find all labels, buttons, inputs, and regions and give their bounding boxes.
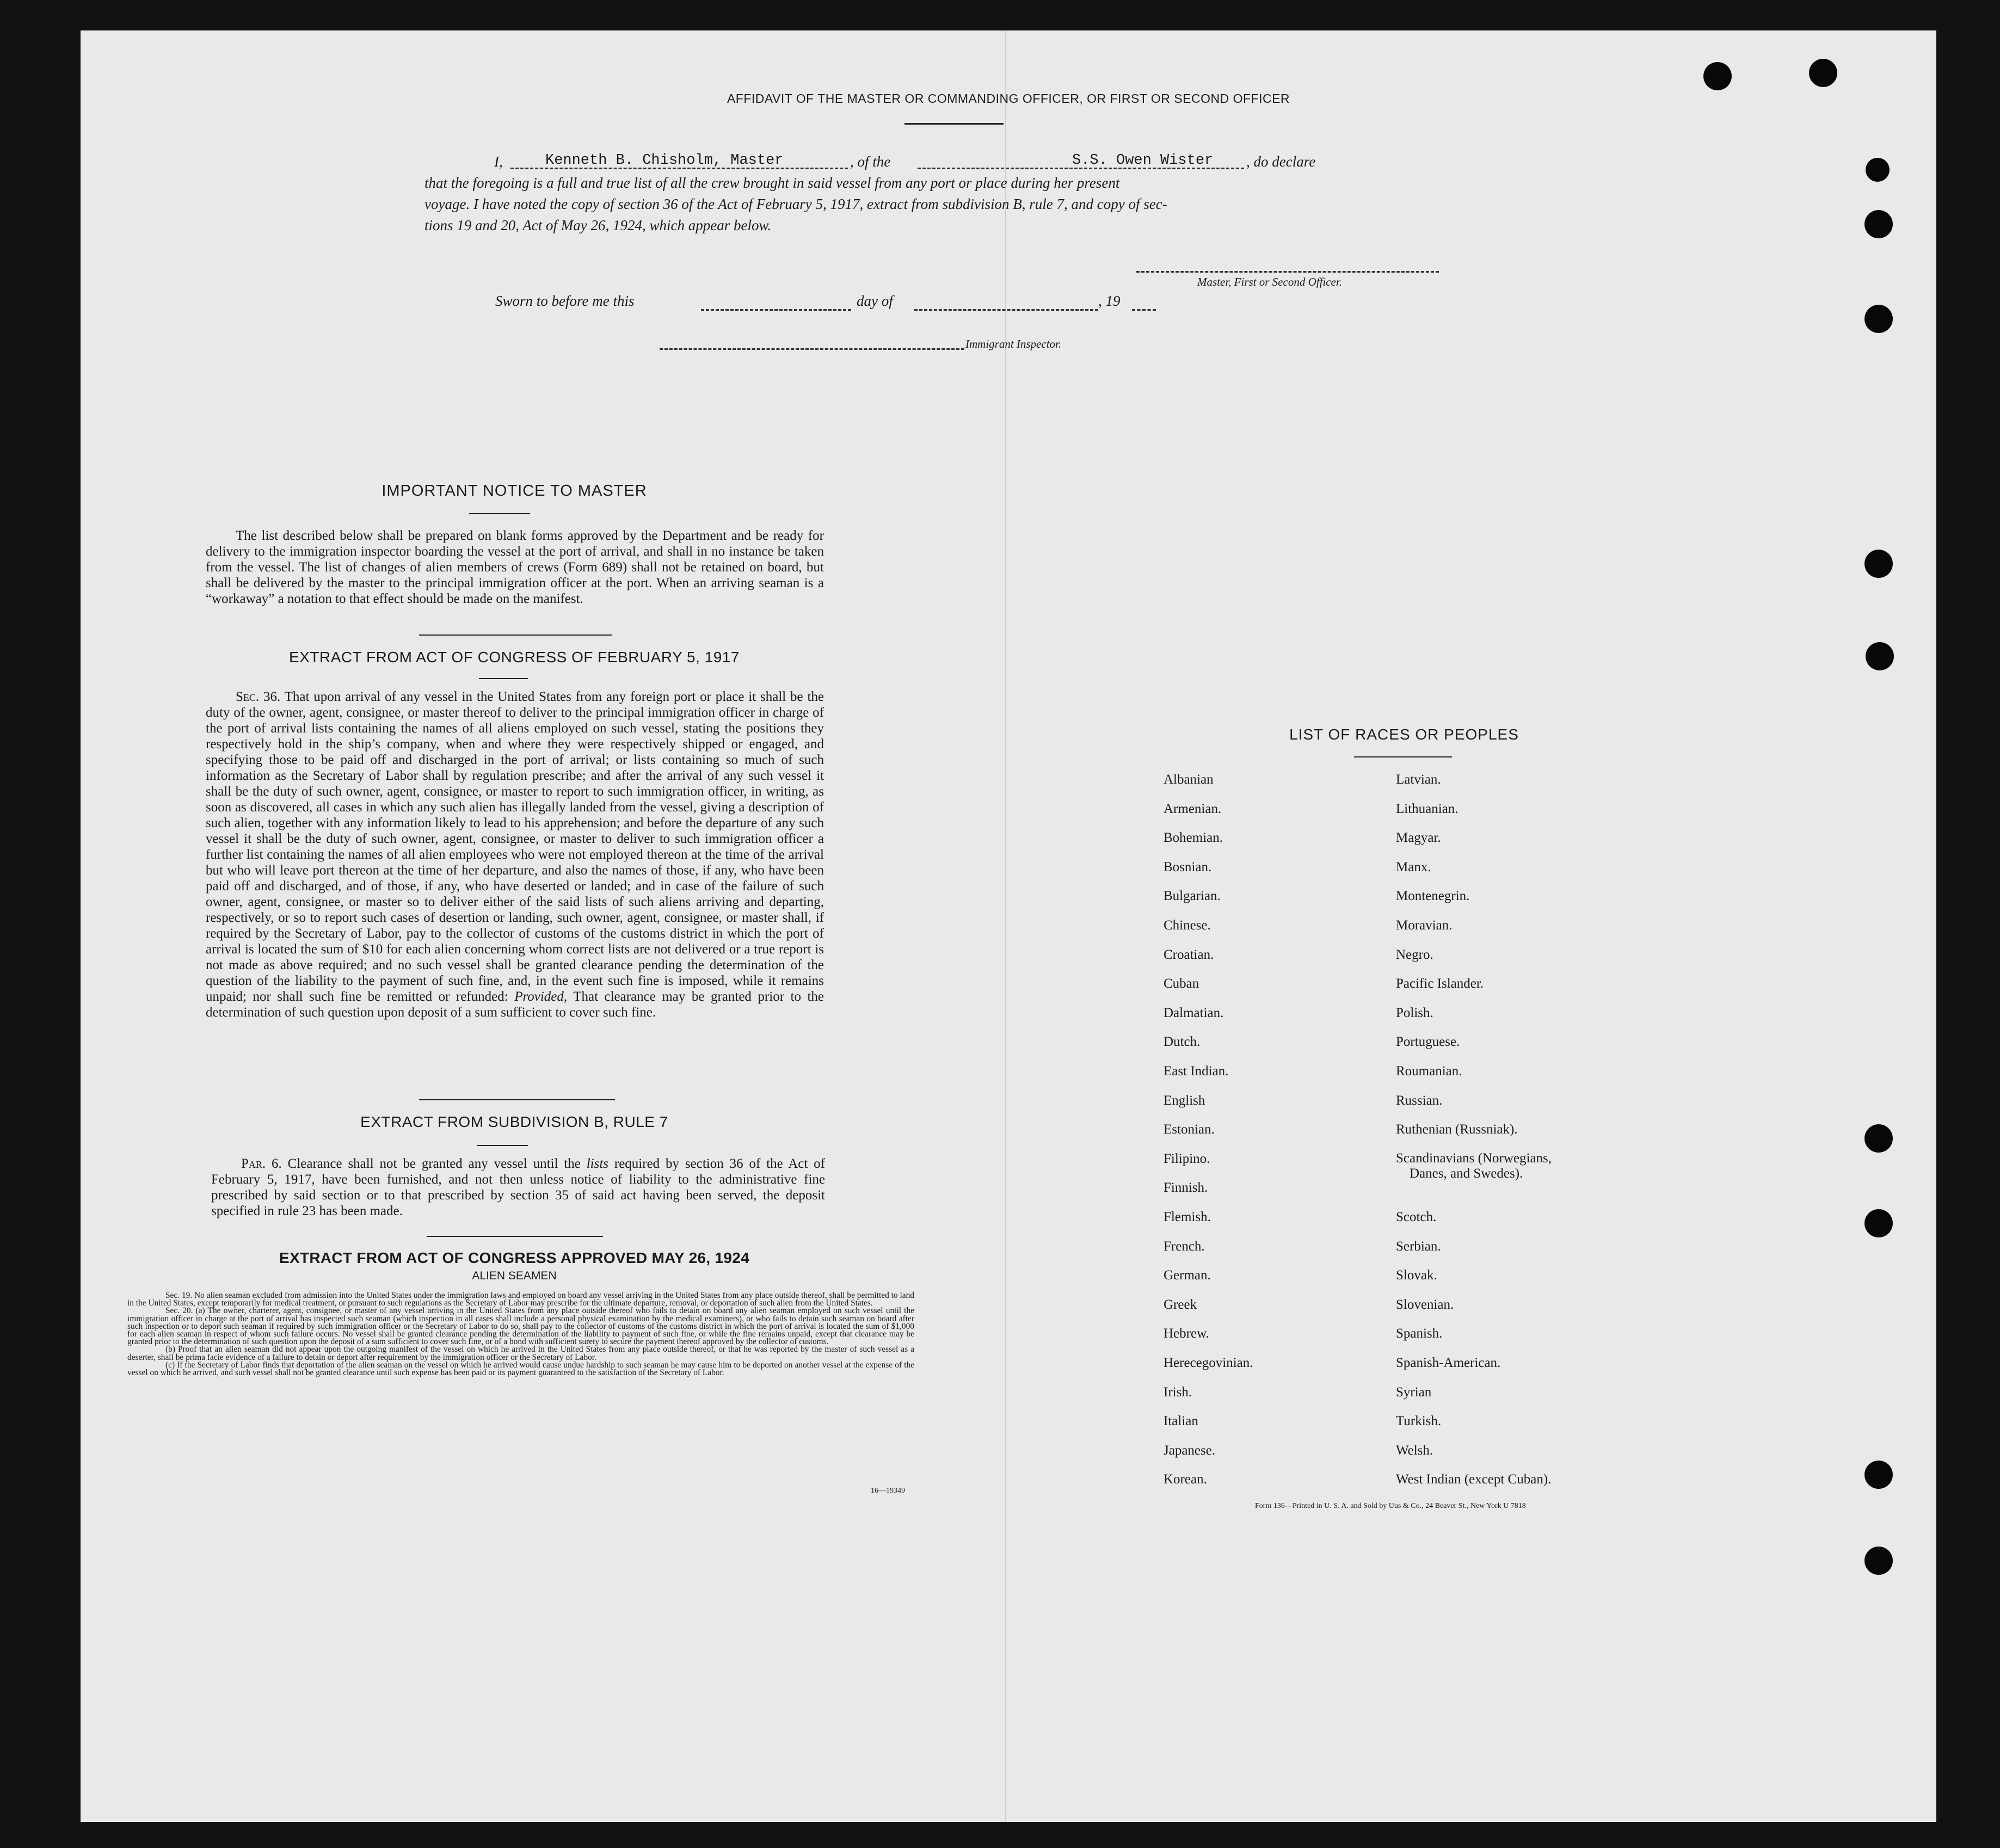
race-item: Finnish. <box>1164 1180 1208 1195</box>
races-heading-rule <box>1354 756 1452 757</box>
extract-1917-heading-rule <box>479 678 528 679</box>
punch-hole <box>1809 59 1837 87</box>
race-item: Cuban <box>1164 976 1199 991</box>
day-field-line <box>701 309 851 311</box>
race-item: Bohemian. <box>1164 830 1223 845</box>
inspector-caption: Immigrant Inspector. <box>965 337 1062 350</box>
notice-text: The list described below shall be prepared on blank forms approved by the Department and be ready for delivery to the immigration inspector boarding the vessel at the port of arrival, and shall in no instance be taken from the vessel. The list of changes of alien members of crews (Form 689) shall not be retained on board, but shall be delivered by the master to the principal immigration officer at the port. When an arriving seaman is a “workaway” a notation to that effect should be made on the manifest. <box>206 528 824 606</box>
notice-heading: IMPORTANT NOTICE TO MASTER <box>381 482 647 500</box>
extract-1924-heading: EXTRACT FROM ACT OF CONGRESS APPROVED MAY 26, 1924 <box>279 1249 749 1266</box>
race-item: Korean. <box>1164 1472 1207 1487</box>
race-item: Croatian. <box>1164 947 1214 962</box>
sworn-label: Sworn to before me this <box>495 293 635 309</box>
affidavit-line4: tions 19 and 20, Act of May 26, 1924, which appear below. <box>424 217 772 233</box>
race-item: Scandinavians (Norwegians, Danes, and Swedes). <box>1396 1151 1552 1181</box>
race-item: Russian. <box>1396 1093 1443 1108</box>
pronoun-i: I, <box>494 153 503 170</box>
race-item: Spanish. <box>1396 1326 1443 1341</box>
signature-line <box>1136 271 1439 273</box>
race-item: Armenian. <box>1164 802 1222 816</box>
rule-7-heading-rule <box>477 1145 528 1146</box>
race-item: West Indian (except Cuban). <box>1396 1472 1552 1487</box>
year-label: , 19 <box>1098 293 1121 309</box>
race-item: Welsh. <box>1396 1443 1433 1458</box>
affidavit-line3: voyage. I have noted the copy of section 36 of the Act of February 5, 1917, extract from subdivision B, rule 7, and copy of sec- <box>424 196 1167 212</box>
race-item: Herecegovinian. <box>1164 1356 1253 1370</box>
month-field-line <box>914 309 1098 311</box>
punch-hole <box>1866 158 1890 182</box>
race-item: Irish. <box>1164 1385 1192 1400</box>
form-code: 16—19349 <box>871 1487 905 1495</box>
notice-section <box>206 528 824 607</box>
race-item: Syrian <box>1396 1385 1432 1400</box>
race-item: Polish. <box>1396 1006 1433 1020</box>
race-item: Bulgarian. <box>1164 889 1221 903</box>
race-item: Negro. <box>1396 947 1433 962</box>
affidavit-line1 <box>424 151 1469 173</box>
punch-hole <box>1703 62 1732 90</box>
race-item: Slovak. <box>1396 1268 1437 1283</box>
punch-hole <box>1864 305 1893 333</box>
race-item: Filipino. <box>1164 1151 1210 1166</box>
races-heading: LIST OF RACES OR PEOPLES <box>1289 726 1519 743</box>
sec-36-text: That upon arrival of any vessel in the United States from any foreign port or place it shall be the duty of the owner, agent, consignee, or master thereof to deliver to the principal immigration officer in charge of the port of arrival lists containing the names of all aliens employed on such vessel, stating the positions they respectively hold in the ship’s company, when and where they were respectively shipped or engaged, and specifying those to be paid off and discharged in the port of arrival; or lists containing so much of such information as the Secretary of Labor shall by regulation prescribe; and after the arrival of any such vessel it shall be the duty of such owner, agent, consignee, or master to report to such immigration officer, in writing, as soon as discovered, all cases in which any such alien has illegally landed from the vessel, giving a description of such alien, together with any information likely to lead to his apprehension; and before the departure of any such vessel it shall be the duty of such owner, agent, consignee, or master to deliver to such immigration officer a further list containing the names of all alien employees who were not employed thereon at the time of the arrival but who will leave port thereon at the time of her departure, and also the names of those, if any, who have been paid off and discharged, and of those, if any, who have deserted or landed; and in case of the failure of such owner, agent, consignee, or master so to deliver either of the said lists of such aliens arriving and departing, respectively, or so to report such cases of desertion or landing, such owner, agent, consignee, or master shall, if required by the Secretary of Labor, pay to the collector of customs of the customs district in which the port of arrival is located the sum of $10 for each alien concerning whom correct lists are not delivered or a true report is not made as above required; and no such vessel shall be granted clearance pending the determination of the question of the liability to the payment of such fine, and, in the event such fine is imposed, while it remains unpaid; nor shall such fine be remitted or refunded: <box>206 689 824 1004</box>
year-field-line <box>1132 309 1156 311</box>
race-item: Lithuanian. <box>1396 802 1459 816</box>
day-of-label: day of <box>857 293 893 309</box>
race-item: Chinese. <box>1164 918 1211 933</box>
notice-heading-rule <box>469 513 530 514</box>
affidavit-title: AFFIDAVIT OF THE MASTER OR COMMANDING OFFICER, OR FIRST OR SECOND OFFICER <box>727 91 1290 106</box>
rule-7-section <box>211 1156 825 1219</box>
par-6-label: Par. 6. <box>241 1156 282 1171</box>
race-item: Spanish-American. <box>1396 1356 1501 1370</box>
race-item: Moravian. <box>1396 918 1453 933</box>
lists-word: lists <box>586 1156 609 1171</box>
title-underline <box>904 123 1004 125</box>
sec-36-label: Sec. 36. <box>236 689 281 704</box>
master-name-field: Kenneth B. Chisholm, Master <box>545 152 784 169</box>
race-item: Albanian <box>1164 772 1214 787</box>
inspector-signature-line <box>660 348 964 350</box>
form-footer: Form 136—Printed in U. S. A. and Sold by Uus & Co., 24 Beaver St., New York U 7818 <box>1255 1502 1526 1510</box>
race-item: Magyar. <box>1396 830 1441 845</box>
race-item: Portuguese. <box>1396 1034 1460 1049</box>
race-item: Latvian. <box>1396 772 1441 787</box>
par-6-text-a: Clearance shall not be granted any vessel until the <box>287 1156 581 1171</box>
extract-1924-section <box>127 1292 914 1377</box>
race-item: German. <box>1164 1268 1211 1283</box>
punch-hole <box>1864 550 1893 578</box>
vessel-name-field: S.S. Owen Wister <box>1072 152 1214 169</box>
sec-20c-paragraph: (c) If the Secretary of Labor finds that deportation of the alien seaman on the vessel on which he arrived would cause undue hardship to such seaman he may cause him to be deported on another vessel at the expense of the vessel on which he arrived, and such vessel shall not be granted clearance until such expense has been paid or its payment guaranteed to the satisfaction of the Secretary of Labor. <box>127 1360 914 1378</box>
sec-20b-paragraph: (b) Proof that an alien seaman did not appear upon the outgoing manifest of the vessel on which he arrived in the United States from any place outside thereof, or that he was reported by the master of such vessel as a deserter, shall be prima facie evidence of a failure to detain or deport after requirement by the immigration officer or the Secretary of Labor. <box>127 1345 914 1362</box>
race-item: Dalmatian. <box>1164 1006 1224 1020</box>
race-item: Estonian. <box>1164 1122 1215 1137</box>
rule-7-heading: EXTRACT FROM SUBDIVISION B, RULE 7 <box>360 1113 668 1130</box>
race-item: Flemish. <box>1164 1210 1211 1224</box>
race-item: Dutch. <box>1164 1034 1201 1049</box>
affidavit-line2: that the foregoing is a full and true list of all the crew brought in said vessel from any port or place during her present <box>424 175 1120 191</box>
race-item: Italian <box>1164 1414 1198 1428</box>
punch-hole <box>1866 642 1894 670</box>
extract-1917-section <box>206 689 824 1020</box>
signature-caption: Master, First or Second Officer. <box>1197 275 1342 288</box>
race-item: Japanese. <box>1164 1443 1216 1458</box>
sec-36-paragraph <box>206 689 824 1020</box>
race-item: Scotch. <box>1396 1210 1437 1224</box>
par-6-paragraph <box>211 1156 825 1219</box>
race-item: Bosnian. <box>1164 860 1212 874</box>
do-declare-label: , do declare <box>1246 153 1316 170</box>
sec-36-text-end: That clearance may be granted prior to the determination of such question upon deposit of a sum sufficient to cover such fine. <box>206 989 824 1020</box>
race-item: Slovenian. <box>1396 1297 1454 1312</box>
provided-word: Provided, <box>514 989 568 1004</box>
sworn-line <box>495 293 1159 315</box>
of-the-label: , of the <box>850 153 891 170</box>
punch-hole <box>1864 1547 1893 1575</box>
section-divider <box>419 1099 615 1100</box>
extract-1917-heading: EXTRACT FROM ACT OF CONGRESS OF FEBRUARY 5, 1917 <box>289 649 740 666</box>
punch-hole <box>1864 1209 1893 1237</box>
race-item: Serbian. <box>1396 1239 1441 1254</box>
affidavit-declaration <box>424 151 1469 236</box>
race-item: Ruthenian (Russniak). <box>1396 1122 1518 1137</box>
race-item: Montenegrin. <box>1396 889 1470 903</box>
sec-20a-paragraph: Sec. 20. (a) The owner, charterer, agent, consignee, or master of any vessel arriving in the United States from any place outside thereof who fails to detain on board any alien seaman employed on such vessel until the immigration officer in charge at the port of arrival has inspected such seaman (which inspection in all cases shall include a personal physical examination by the medical examiners), or who fails to detain such seaman on board after such inspection or to deport such seaman if required by such immigration officer or the Secretary of Labor to do so, shall pay to the collector of customs of the customs district in which the port of arrival is located the sum of $1,000 for each alien seaman in respect of whom such failure occurs. No vessel shall be granted clearance pending the determination of the liability to payment of such fine, or while the fine remains unpaid, except that clearance may be granted prior to the determination of such question upon the deposit of a sum sufficient to cover such fine, or of a bond with sufficient surety to secure the payment thereof approved by the collector of customs. <box>127 1306 914 1347</box>
race-item: French. <box>1164 1239 1205 1254</box>
par-6-text-b: required by section 36 of the Act of February 5, 1917, have been furnished, and not then unless notice of liability to the administrative fine prescribed by said section or to that prescribed by section 35 of said act having been served, the deposit specified in rule 23 has been made. <box>211 1156 825 1218</box>
race-item: Greek <box>1164 1297 1197 1312</box>
race-item: Manx. <box>1396 860 1431 874</box>
punch-hole <box>1864 210 1893 238</box>
section-divider <box>427 1236 603 1237</box>
race-item: Turkish. <box>1396 1414 1442 1428</box>
race-item: East Indian. <box>1164 1064 1229 1079</box>
race-item: English <box>1164 1093 1205 1108</box>
alien-seamen-subheading: ALIEN SEAMEN <box>472 1270 557 1282</box>
punch-hole <box>1864 1461 1893 1489</box>
race-item: Pacific Islander. <box>1396 976 1484 991</box>
section-divider <box>419 635 612 636</box>
race-item: Roumanian. <box>1396 1064 1462 1079</box>
sec-19-paragraph: Sec. 19. No alien seaman excluded from admission into the United States under the immigration laws and employed on board any vessel arriving in the United States from any place outside thereof, shall be permitted to land in the United States, except temporarily for medical treatment, or pursuant to such regulations as the Secretary of Labor may prescribe for the ultimate departure, removal, or deportation of such alien from the United States. <box>127 1291 914 1308</box>
race-item: Hebrew. <box>1164 1326 1209 1341</box>
punch-hole <box>1864 1124 1893 1153</box>
